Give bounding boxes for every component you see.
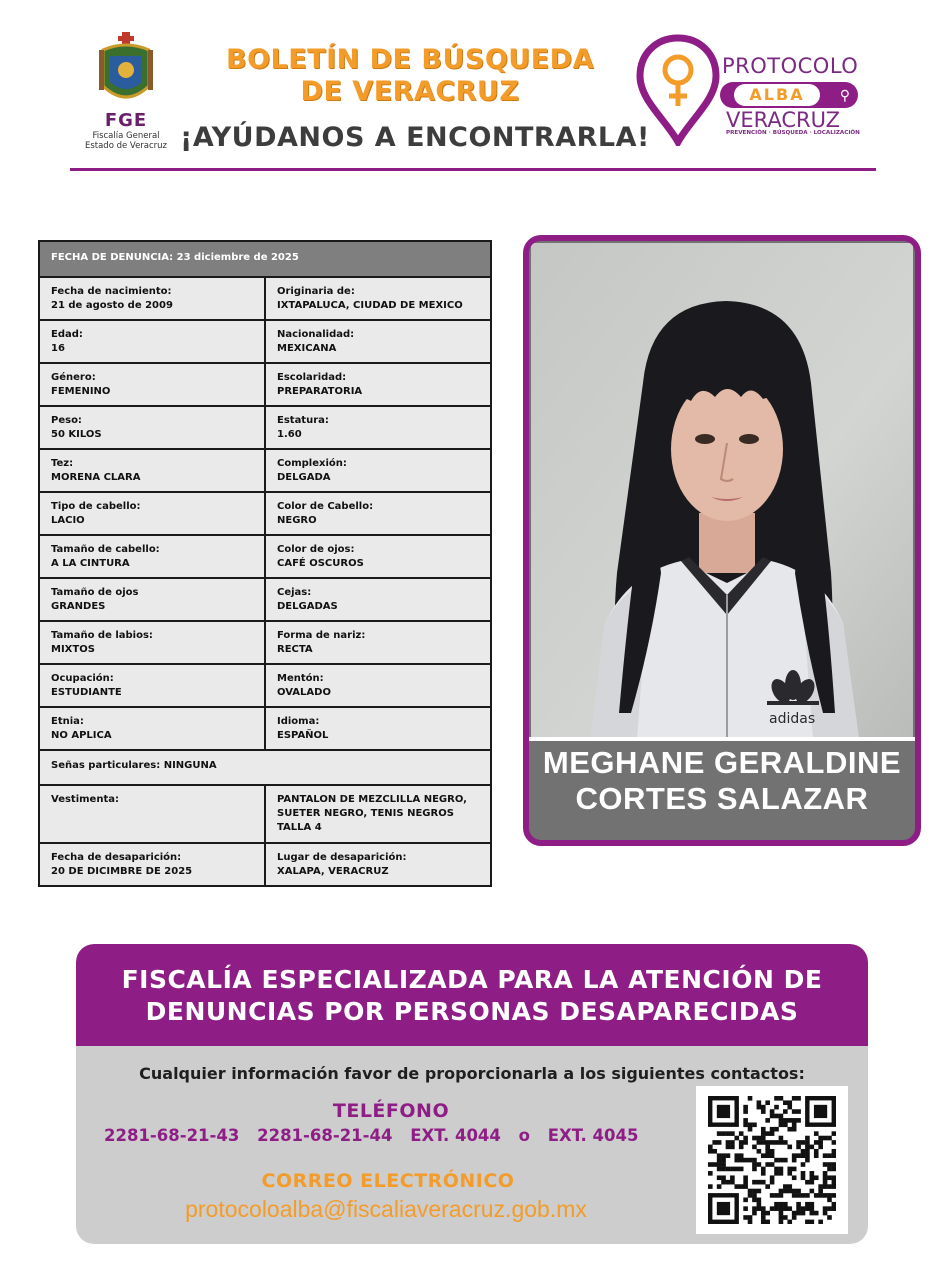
field-cell-label: Peso: <box>51 415 82 426</box>
field-cell-label: Fecha de nacimiento: <box>51 286 172 297</box>
person-card <box>523 235 921 846</box>
report-date-cell: FECHA DE DENUNCIA: 23 diciembre de 2025 <box>39 241 491 277</box>
fge-logo-subtitle-1: Fiscalía General <box>92 131 160 141</box>
person-name-line-1: MEGHANE GERALDINE <box>542 745 902 780</box>
clothing-row <box>39 785 491 843</box>
table-row <box>39 664 491 707</box>
field-cell-value: A LA CINTURA <box>51 558 130 569</box>
contact-lead-text: Cualquier información favor de proporcionarla a los siguientes contactos: <box>139 1064 805 1083</box>
search-icon: ⚲ <box>839 87 850 103</box>
field-cell <box>265 363 491 406</box>
field-cell <box>39 621 265 664</box>
field-cell-value: 50 KILOS <box>51 429 102 440</box>
field-cell-value: MIXTOS <box>51 644 95 655</box>
field-cell-value: NO APLICA <box>51 730 112 741</box>
alba-logo-tagline: PREVENCIÓN · BÚSQUEDA · LOCALIZACIÓN <box>726 130 860 136</box>
table-row <box>39 492 491 535</box>
field-cell-label: Edad: <box>51 329 83 340</box>
field-cell-value: LACIO <box>51 515 85 526</box>
table-row <box>39 449 491 492</box>
field-cell <box>265 664 491 707</box>
phone-numbers <box>104 1126 650 1145</box>
field-cell-value: MORENA CLARA <box>51 472 141 483</box>
field-cell <box>265 578 491 621</box>
field-cell-value: IXTAPALUCA, CIUDAD DE MEXICO <box>277 300 463 311</box>
phone-extension-or: o <box>518 1126 530 1145</box>
field-cell <box>39 578 265 621</box>
field-cell-label: Tamaño de cabello: <box>51 544 160 555</box>
table-row <box>39 406 491 449</box>
field-cell-value: 16 <box>51 343 65 354</box>
contact-title-line-2: DENUNCIAS POR PERSONAS DESAPARECIDAS <box>145 997 799 1026</box>
field-cell-label: Originaria de: <box>277 286 355 297</box>
phone-number-1[interactable]: 2281-68-21-43 <box>104 1126 240 1145</box>
field-cell-label: Escolaridad: <box>277 372 347 383</box>
field-cell-value: RECTA <box>277 644 313 655</box>
field-cell-label: Tamaño de labios: <box>51 630 153 641</box>
contact-title-band <box>76 944 868 1046</box>
table-row <box>39 535 491 578</box>
field-cell-label: Estatura: <box>277 415 329 426</box>
disappearance-row <box>39 843 491 886</box>
person-photo <box>531 243 913 739</box>
field-cell <box>39 664 265 707</box>
field-cell <box>39 320 265 363</box>
field-cell-value: 21 de agosto de 2009 <box>51 300 173 311</box>
alba-logo-line-1: PROTOCOLO <box>722 54 859 78</box>
field-cell-label: Color de ojos: <box>277 544 355 555</box>
phone-extension-1: EXT. 4044 <box>410 1126 501 1145</box>
field-cell <box>265 449 491 492</box>
field-cell <box>39 406 265 449</box>
qr-code[interactable] <box>696 1086 848 1234</box>
field-cell-label: Color de Cabello: <box>277 501 374 512</box>
field-cell <box>265 320 491 363</box>
field-cell <box>265 277 491 320</box>
field-cell-value: OVALADO <box>277 687 331 698</box>
alba-logo-line-2: ALBA <box>734 84 820 106</box>
field-cell <box>39 449 265 492</box>
field-cell <box>39 492 265 535</box>
table-row <box>39 707 491 750</box>
field-cell <box>39 535 265 578</box>
field-cell-value: FEMENINO <box>51 386 111 397</box>
email-label: CORREO ELECTRÓNICO <box>261 1170 515 1192</box>
header-divider <box>70 168 876 171</box>
field-cell <box>265 492 491 535</box>
field-cell-value: MEXICANA <box>277 343 337 354</box>
field-cell-label: Tipo de cabello: <box>51 501 141 512</box>
female-symbol-pin-icon <box>636 34 720 146</box>
photo-separator <box>529 737 915 741</box>
fge-logo-subtitle-2: Estado de Veracruz <box>84 141 168 151</box>
fge-logo-text: FGE <box>104 110 148 131</box>
table-row <box>39 621 491 664</box>
field-cell-label: Etnia: <box>51 716 84 727</box>
person-photo-image <box>531 243 913 739</box>
field-cell-label: Género: <box>51 372 96 383</box>
field-cell <box>265 707 491 750</box>
field-cell <box>265 535 491 578</box>
contact-title-line-1: FISCALÍA ESPECIALIZADA PARA LA ATENCIÓN DE <box>121 965 823 994</box>
disappearance-date-cell <box>39 843 265 886</box>
disappearance-place-cell-label: Lugar de desaparición: <box>277 852 407 863</box>
field-cell-value: NEGRO <box>277 515 317 526</box>
field-cell-label: Forma de nariz: <box>277 630 366 641</box>
field-cell-value: PREPARATORIA <box>277 386 363 397</box>
bulletin-title <box>200 44 620 108</box>
alba-logo-pill <box>720 82 858 108</box>
report-date-row <box>39 241 491 277</box>
field-cell-value: GRANDES <box>51 601 106 612</box>
table-row <box>39 363 491 406</box>
phone-number-2[interactable]: 2281-68-21-44 <box>257 1126 393 1145</box>
person-data-table <box>38 240 492 887</box>
field-cell-label: Cejas: <box>277 587 312 598</box>
field-cell <box>39 363 265 406</box>
field-cell-value: ESPAÑOL <box>277 730 329 741</box>
bulletin-slogan: ¡AYÚDANOS A ENCONTRARLA! <box>180 122 650 153</box>
disappearance-place-cell <box>265 843 491 886</box>
person-name <box>529 745 915 817</box>
field-cell-label: Nacionalidad: <box>277 329 355 340</box>
phone-extension-2: EXT. 4045 <box>547 1126 639 1145</box>
clothing-value: PANTALON DE MEZCLILLA NEGRO, SUETER NEGRO, TENIS NEGROS TALLA 4 <box>265 785 491 843</box>
alba-logo-line-3: VERACRUZ <box>726 108 841 132</box>
table-row <box>39 578 491 621</box>
field-cell <box>39 707 265 750</box>
field-cell-label: Tez: <box>51 458 74 469</box>
field-cell-value: DELGADAS <box>277 601 338 612</box>
bulletin-title-line-2: DE VERACRUZ <box>300 76 520 107</box>
table-row <box>39 277 491 320</box>
field-cell-label: Mentón: <box>277 673 324 684</box>
field-cell-label: Ocupación: <box>51 673 114 684</box>
field-cell <box>265 406 491 449</box>
person-name-line-2: CORTES SALAZAR <box>575 781 869 816</box>
phone-label: TELÉFONO <box>332 1100 450 1122</box>
field-cell-label: Tamaño de ojos <box>51 587 139 598</box>
field-cell-value: ESTUDIANTE <box>51 687 122 698</box>
disappearance-place-cell-value: XALAPA, VERACRUZ <box>277 866 389 877</box>
field-cell <box>265 621 491 664</box>
disappearance-date-cell-label: Fecha de desaparición: <box>51 852 182 863</box>
clothing-label: Vestimenta: <box>39 785 265 843</box>
email-link[interactable]: protocoloalba@fiscaliaveracruz.gob.mx <box>185 1196 587 1222</box>
field-cell-label: Complexión: <box>277 458 347 469</box>
contact-section <box>76 944 868 1244</box>
field-cell-value: CAFÉ OSCUROS <box>277 558 364 569</box>
fge-shield-icon <box>95 30 157 110</box>
sweater-brand-text: adidas <box>769 711 816 727</box>
field-cell-value: DELGADA <box>277 472 331 483</box>
qr-code-image <box>708 1096 836 1224</box>
field-cell-value: 1.60 <box>277 429 302 440</box>
table-row <box>39 320 491 363</box>
disappearance-date-cell-value: 20 DE DICIMBRE DE 2025 <box>51 866 193 877</box>
protocolo-alba-logo <box>636 34 872 146</box>
fge-logo <box>78 30 174 154</box>
field-cell-label: Idioma: <box>277 716 320 727</box>
bulletin-title-line-1: BOLETÍN DE BÚSQUEDA <box>226 44 594 75</box>
contact-title <box>76 964 868 1028</box>
field-cell <box>39 277 265 320</box>
particular-signs-cell: Señas particulares: NINGUNA <box>39 750 491 785</box>
particular-signs-row <box>39 750 491 785</box>
